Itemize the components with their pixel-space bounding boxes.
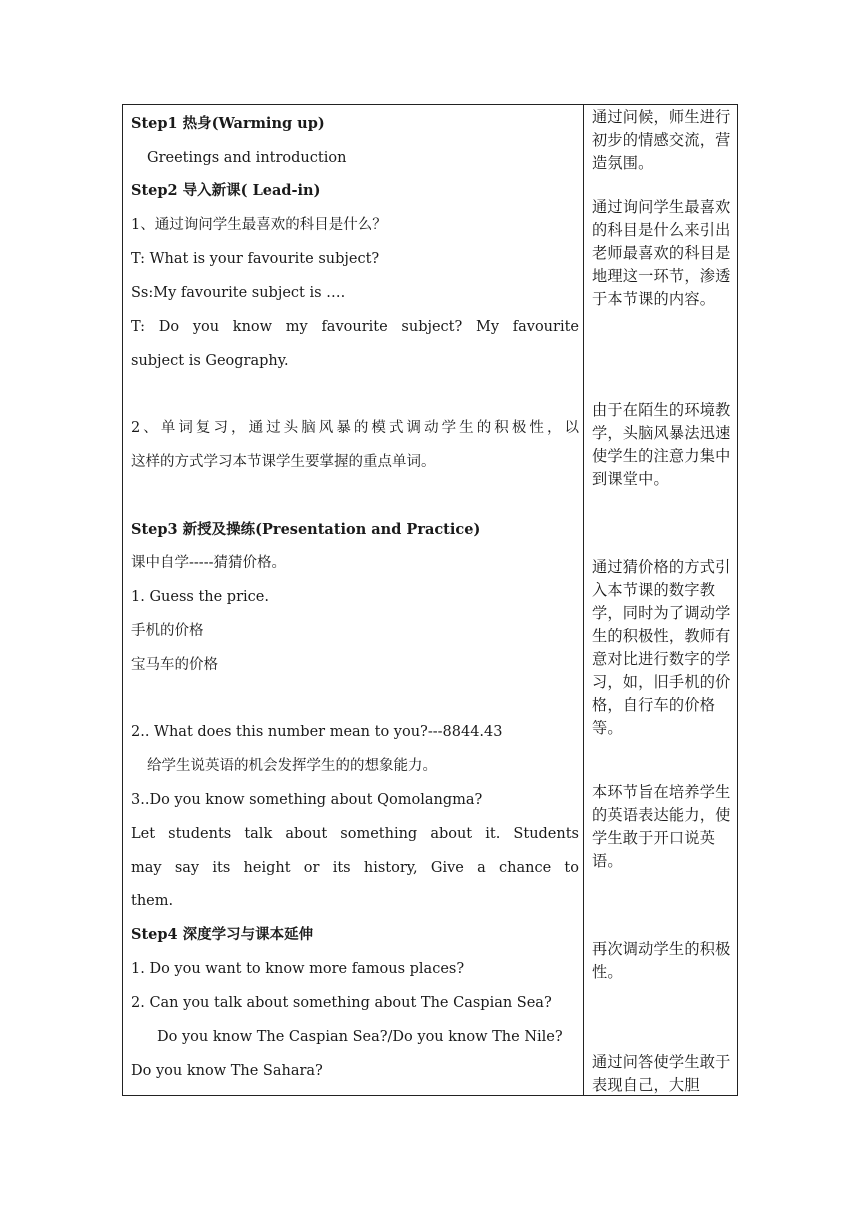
dialogue-line: T: Do you know my favourite subject? My favourite [131,319,579,335]
step3-item-3: 3..Do you know something about Qomolangma? [131,792,483,808]
step4-item-1: 1. Do you want to know more famous places? [131,961,465,977]
step3-item-3-text: Let students talk about something about it. Students [131,826,579,842]
step1-heading: Step1 热身(Warming up) [131,115,325,132]
intent-note-7: 通过问答使学生敢于表现自己，大胆 [592,1053,731,1094]
price-item: 手机的价格 [131,623,204,639]
intent-note-6: 再次调动学生的积极性。 [592,940,731,981]
step1-content: Greetings and introduction [147,150,347,166]
intent-note-4: 通过猜价格的方式引入本节课的数字教学，同时为了调动学生的积极性，教师有意对比进行数字的学习，如，旧手机的价格，自行车的价格等。 [592,558,731,737]
step4-item-2: 2. Can you talk about something about The Caspian Sea? [131,995,552,1011]
step2-heading: Step2 导入新课( Lead-in) [131,182,321,199]
step2-item-1: 1、通过询问学生最喜欢的科目是什么？ [131,217,387,233]
price-item: 宝马车的价格 [131,657,218,673]
dialogue-line: T: What is your favourite subject? [131,251,380,267]
step4-item-2-text: Do you know The Caspian Sea?/Do you know The Nile? [157,1029,563,1045]
intent-note-5: 本环节旨在培养学生的英语表达能力，使学生敢于开口说英语。 [592,783,731,870]
intent-note-2: 通过询问学生最喜欢的科目是什么来引出老师最喜欢的科目是地理这一环节，渗透于本节课的内容。 [592,198,731,308]
column-divider [583,105,584,1095]
intent-note-1: 通过问候，师生进行初步的情感交流，营造氛围。 [592,108,731,172]
step3-item-2-note: 给学生说英语的机会发挥学生的的想象能力。 [147,758,437,774]
step2-item-2-cont: 这样的方式学习本节课学生要掌握的重点单词。 [131,454,436,470]
step3-subheading: 课中自学-----猜猜价格。 [131,555,286,571]
step3-item-3-text: may say its height or its history, Give a chance to [131,860,579,876]
step4-heading: Step4 深度学习与课本延伸 [131,926,314,943]
step3-heading: Step3 新授及操练(Presentation and Practice) [131,521,481,538]
step2-item-2: 2、单词复习，通过头脑风暴的模式调动学生的积极性，以 [131,420,579,436]
dialogue-line: subject is Geography. [131,353,289,369]
step3-item-3-text: them. [131,893,174,909]
step3-item-1: 1. Guess the price. [131,589,269,605]
step4-item-2-text: Do you know The Sahara? [131,1063,323,1079]
step3-item-2: 2.. What does this number mean to you?---8844.43 [131,724,503,740]
lesson-plan-table [122,104,738,1096]
intent-note-3: 由于在陌生的环境教学，头脑风暴法迅速使学生的注意力集中到课堂中。 [592,401,731,488]
dialogue-line: Ss:My favourite subject is …. [131,285,346,301]
